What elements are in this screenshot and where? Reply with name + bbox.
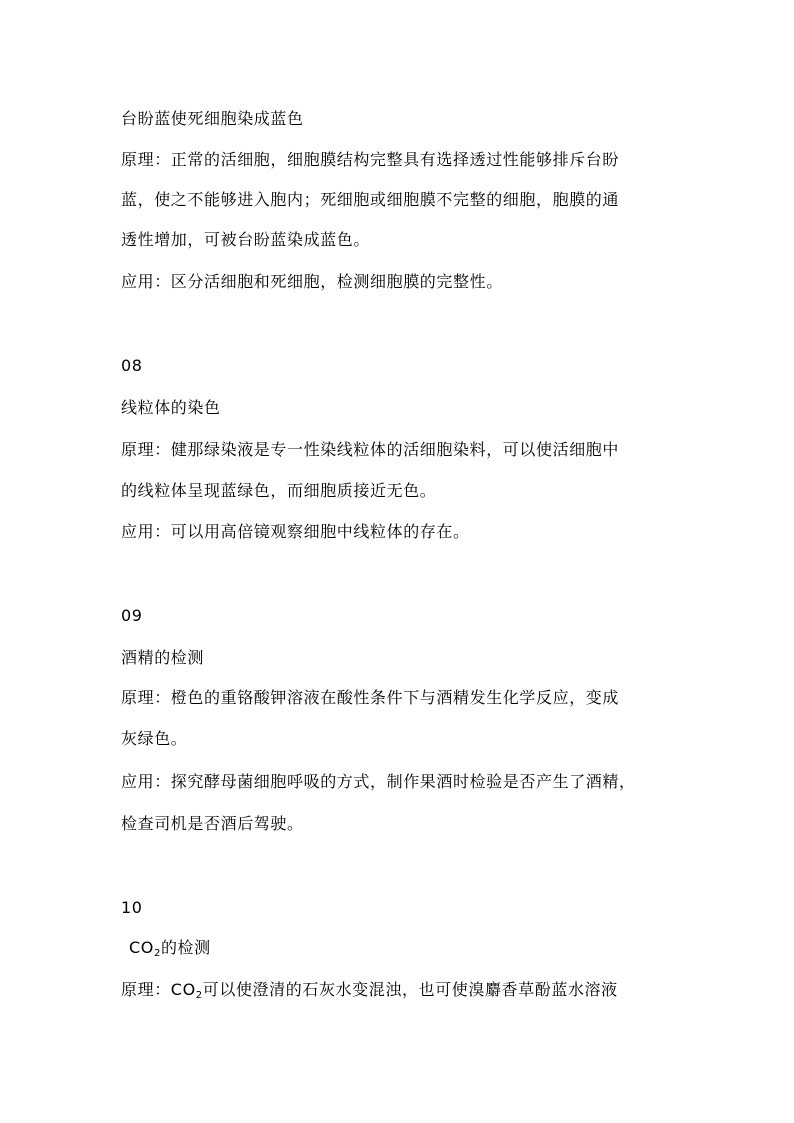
section-title-alcohol: 酒精的检测	[121, 648, 205, 667]
subscript-2: 2	[153, 948, 161, 959]
principle-line	[121, 980, 618, 1000]
section-number: 10	[121, 898, 143, 917]
application-line: 应用：探究酵母菌细胞呼吸的方式，制作果酒时检验是否产生了酒精，	[121, 772, 636, 791]
application-line: 应用：可以用高倍镜观察细胞中线粒体的存在。	[121, 522, 470, 541]
principle-line: 原理：正常的活细胞，细胞膜结构完整具有选择透过性能够排斥台盼	[121, 150, 620, 169]
section-number: 09	[121, 606, 143, 625]
application-line: 应用：区分活细胞和死细胞，检测细胞膜的完整性。	[121, 272, 503, 291]
principle-line: 原理：健那绿染液是专一性染线粒体的活细胞染料，可以使活细胞中	[121, 440, 620, 459]
section-title-co2	[129, 938, 211, 958]
section-title-trypan-blue: 台盼蓝使死细胞染成蓝色	[121, 109, 304, 128]
subscript-2: 2	[195, 990, 203, 1001]
principle-suffix: 可以使澄清的石灰水变混浊，也可使溴麝香草酚蓝水溶液	[202, 980, 618, 999]
principle-line: 灰绿色。	[121, 729, 188, 748]
principle-line: 的线粒体呈现蓝绿色，而细胞质接近无色。	[121, 481, 437, 500]
principle-line: 原理：橙色的重铬酸钾溶液在酸性条件下与酒精发生化学反应，变成	[121, 688, 620, 707]
principle-line: 蓝，使之不能够进入胞内；死细胞或细胞膜不完整的细胞，胞膜的通	[121, 190, 620, 209]
title-suffix: 的检测	[160, 938, 211, 957]
title-prefix: CO	[129, 938, 154, 957]
section-title-mitochondria: 线粒体的染色	[121, 398, 221, 417]
principle-prefix: 原理：CO	[121, 980, 196, 999]
principle-line: 透性增加，可被台盼蓝染成蓝色。	[121, 230, 371, 249]
section-number: 08	[121, 356, 143, 375]
application-line: 检查司机是否酒后驾驶。	[121, 814, 304, 833]
